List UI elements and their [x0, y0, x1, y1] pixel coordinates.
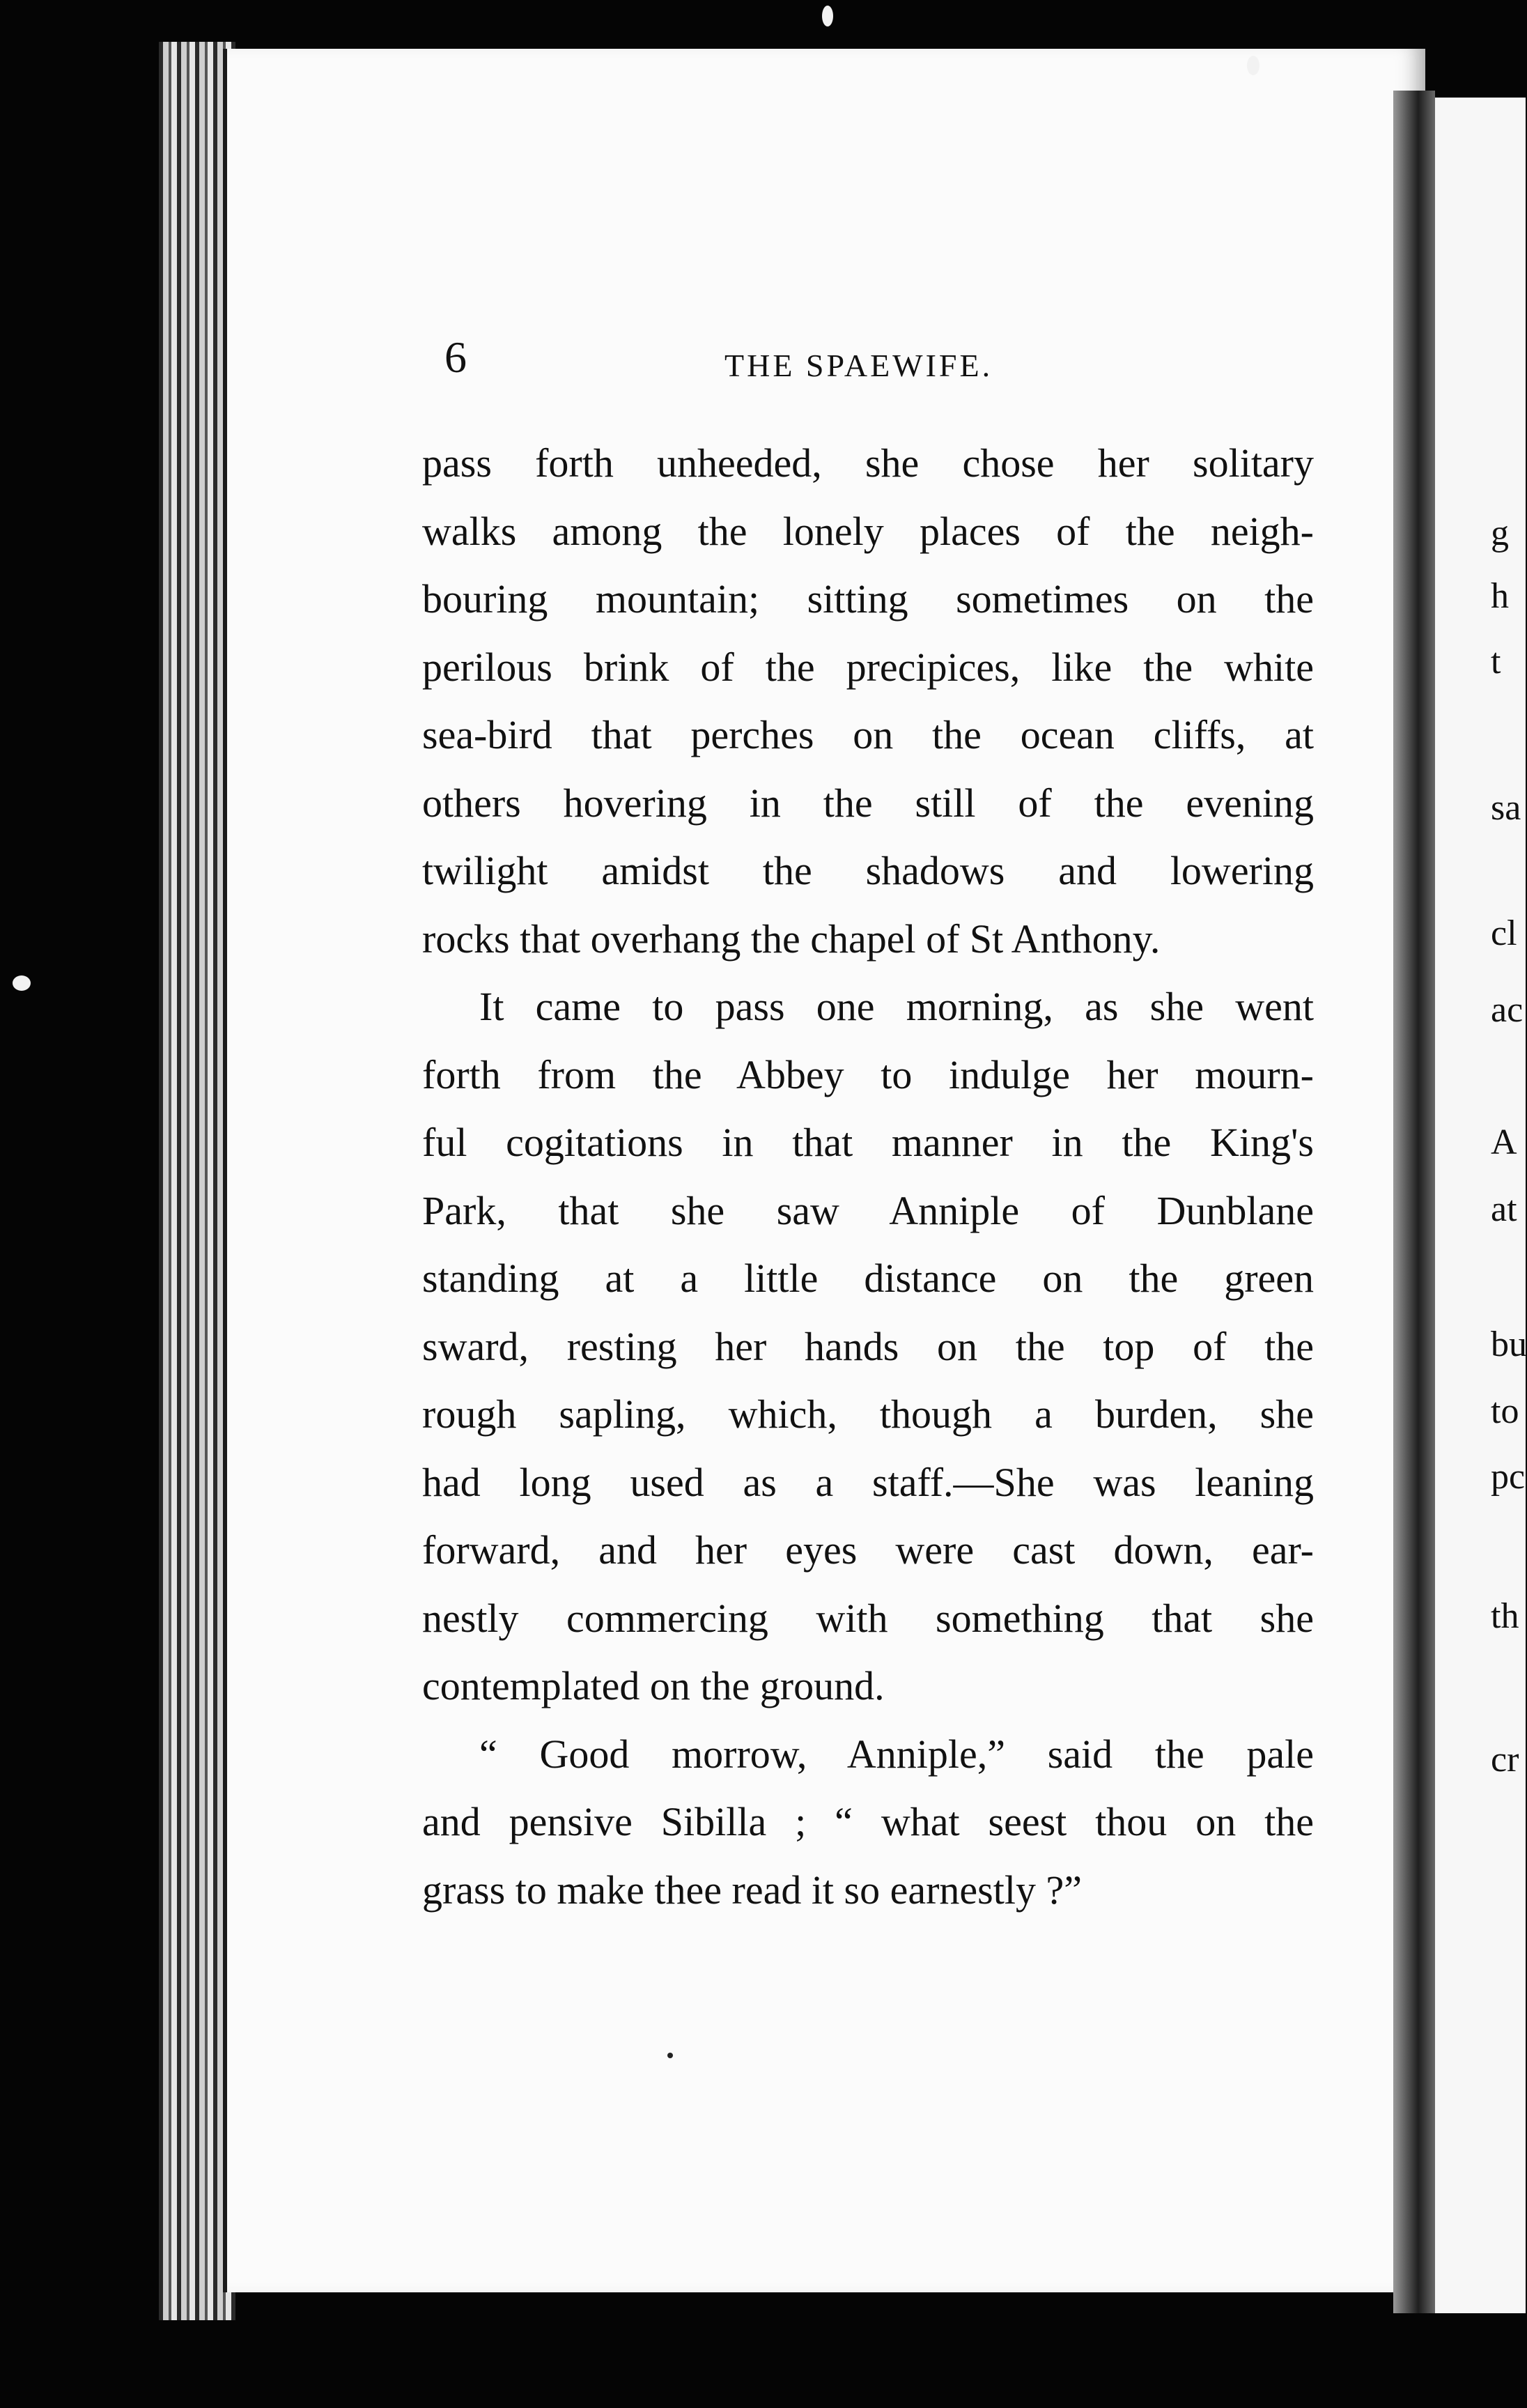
book-gutter — [1393, 91, 1435, 2313]
facing-fragment: g — [1491, 514, 1509, 553]
scan-speck — [822, 6, 833, 26]
facing-fragment: pc — [1491, 1457, 1526, 1497]
facing-fragment: cl — [1491, 913, 1517, 953]
running-title: THE SPAEWIFE. — [724, 348, 993, 383]
text-line: “ Good morrow, Anniple,” said the pale — [479, 1731, 1314, 1777]
text-line: sea-bird that perches on the ocean cliffs, at — [422, 712, 1314, 757]
text-line: rough sapling, which, though a burden, she — [422, 1391, 1314, 1437]
ink-dot — [667, 2053, 673, 2058]
body-text — [422, 429, 1314, 1924]
text-line: rocks that overhang the chapel of St Anthony. — [422, 916, 1161, 962]
facing-fragment: ac — [1491, 990, 1524, 1030]
page-header — [444, 332, 1301, 387]
text-line: ful cogitations in that manner in the King's — [422, 1120, 1314, 1165]
text-line: standing at a little distance on the green — [422, 1256, 1314, 1301]
text-line: perilous brink of the precipices, like the white — [422, 644, 1314, 690]
facing-fragment: to — [1491, 1391, 1519, 1431]
facing-fragment: th — [1491, 1596, 1519, 1636]
facing-fragment: bu — [1491, 1325, 1527, 1364]
scan-speck — [1247, 56, 1259, 75]
facing-fragment: sa — [1491, 788, 1521, 828]
text-line: pass forth unheeded, she chose her solitary — [422, 440, 1314, 486]
text-line: twilight amidst the shadows and lowering — [422, 848, 1314, 893]
text-line: bouring mountain; sitting sometimes on the — [422, 576, 1314, 622]
text-line: Park, that she saw Anniple of Dunblane — [422, 1187, 1314, 1233]
facing-fragment: t — [1491, 642, 1501, 681]
page-number: 6 — [444, 332, 467, 382]
text-line: It came to pass one morning, as she went — [479, 984, 1314, 1029]
facing-fragment: at — [1491, 1189, 1517, 1229]
facing-fragment: A — [1491, 1122, 1517, 1162]
facing-fragment: h — [1491, 576, 1509, 616]
text-line: had long used as a staff.—She was leaning — [422, 1459, 1314, 1505]
text-line: and pensive Sibilla ; “ what seest thou on the — [422, 1799, 1314, 1844]
scan-speck — [13, 975, 31, 991]
text-line: forward, and her eyes were cast down, ear- — [422, 1527, 1314, 1573]
text-line: nestly commercing with something that she — [422, 1595, 1314, 1641]
text-line: grass to make thee read it so earnestly ?” — [422, 1867, 1082, 1913]
text-line: walks among the lonely places of the neigh- — [422, 508, 1314, 554]
text-line: sward, resting her hands on the top of the — [422, 1323, 1314, 1369]
text-line: contemplated on the ground. — [422, 1663, 885, 1708]
text-line: others hovering in the still of the evening — [422, 780, 1314, 826]
text-line: forth from the Abbey to indulge her mourn- — [422, 1051, 1314, 1097]
facing-fragment: cr — [1491, 1740, 1519, 1780]
